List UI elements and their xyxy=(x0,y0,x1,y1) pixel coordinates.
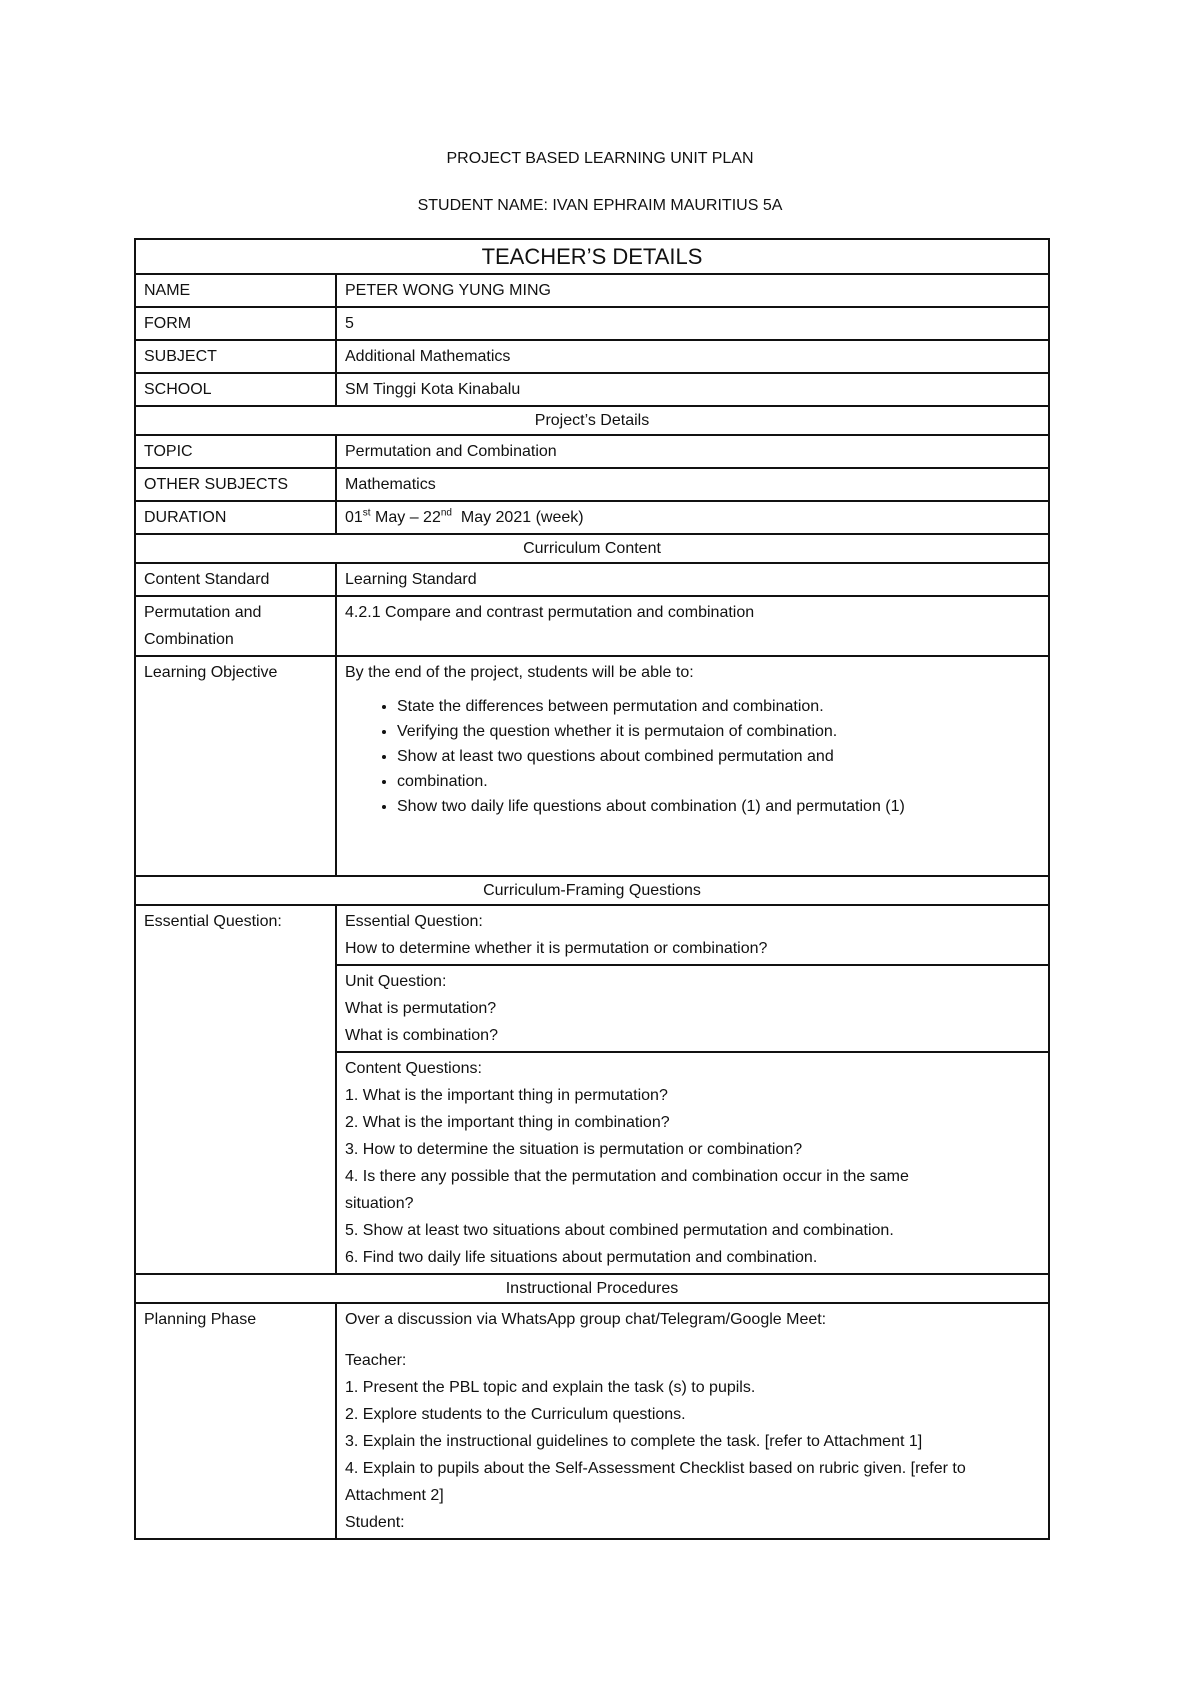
duration-part: May 2021 (week) xyxy=(451,509,584,526)
table-row xyxy=(135,656,1049,876)
essential-question xyxy=(336,905,1049,965)
duration-part: 01 xyxy=(345,509,363,526)
row-label: DURATION xyxy=(135,501,336,534)
table-row xyxy=(135,274,1049,307)
step-item: 3. Explain the instructional guidelines to complete the task. [refer to Attachment 1] xyxy=(345,1433,923,1450)
row-label: FORM xyxy=(135,307,336,340)
learning-objective-label: Learning Objective xyxy=(135,656,336,876)
project-details-heading: Project’s Details xyxy=(135,406,1049,435)
table-row xyxy=(135,373,1049,406)
row-label: OTHER SUBJECTS xyxy=(135,468,336,501)
table-row xyxy=(135,1303,1049,1539)
table-row xyxy=(135,596,1049,656)
unit-plan-table xyxy=(134,238,1050,1540)
row-label: NAME xyxy=(135,274,336,307)
eq-text: How to determine whether it is permutation or combination? xyxy=(345,940,768,957)
cq-item: 1. What is the important thing in permutation? xyxy=(345,1087,668,1104)
table-row xyxy=(135,435,1049,468)
duration-part: May – 22 xyxy=(370,509,441,526)
student-heading: Student: xyxy=(345,1514,405,1531)
cq-item: 5. Show at least two situations about combined permutation and combination. xyxy=(345,1222,894,1239)
planning-phase-label: Planning Phase xyxy=(135,1303,336,1539)
planning-intro: Over a discussion via WhatsApp group chat/Telegram/Google Meet: xyxy=(345,1311,827,1328)
row-value: Mathematics xyxy=(336,468,1049,501)
learning-standard: 4.2.1 Compare and contrast permutation and combination xyxy=(336,596,1049,656)
objective-item: • Show two daily life questions about combination (1) and permutation (1) xyxy=(397,794,1040,819)
row-value: PETER WONG YUNG MING xyxy=(336,274,1049,307)
table-row xyxy=(135,501,1049,534)
content-standard-header: Content Standard xyxy=(135,563,336,596)
framing-questions-heading: Curriculum-Framing Questions xyxy=(135,876,1049,905)
objective-list xyxy=(345,694,1040,819)
table-row xyxy=(135,340,1049,373)
step-item: 1. Present the PBL topic and explain the task (s) to pupils. xyxy=(345,1379,756,1396)
curriculum-content-heading: Curriculum Content xyxy=(135,534,1049,563)
objective-intro: By the end of the project, students will be able to: xyxy=(345,664,694,681)
row-label: TOPIC xyxy=(135,435,336,468)
unit-question xyxy=(336,965,1049,1052)
document-title: PROJECT BASED LEARNING UNIT PLAN xyxy=(446,150,754,167)
row-value: 5 xyxy=(336,307,1049,340)
table-row xyxy=(135,905,1049,965)
teacher-details-heading: TEACHER’S DETAILS xyxy=(135,239,1049,274)
row-value: SM Tinggi Kota Kinabalu xyxy=(336,373,1049,406)
step-item: 4. Explain to pupils about the Self-Assessment Checklist based on rubric given. [refer to Attachment 2] xyxy=(345,1460,966,1504)
uq-text: What is permutation? xyxy=(345,1000,497,1017)
objective-item: • Show at least two questions about combined permutation and xyxy=(397,744,1040,769)
duration-suffix: nd xyxy=(440,507,452,519)
row-label: SUBJECT xyxy=(135,340,336,373)
duration-value xyxy=(336,501,1049,534)
row-value: Additional Mathematics xyxy=(336,340,1049,373)
student-name: STUDENT NAME: IVAN EPHRAIM MAURITIUS 5A xyxy=(417,197,783,214)
objective-item: • Verifying the question whether it is permutaion of combination. xyxy=(397,719,1040,744)
table-row xyxy=(135,563,1049,596)
cq-item: 4. Is there any possible that the permutation and combination occur in the same situation? xyxy=(345,1168,909,1212)
cq-title: Content Questions: xyxy=(345,1060,482,1077)
objective-item: • combination. xyxy=(397,769,1040,794)
row-label: SCHOOL xyxy=(135,373,336,406)
content-standard: Permutation and Combination xyxy=(135,596,336,656)
learning-standard-header: Learning Standard xyxy=(336,563,1049,596)
eq-title: Essential Question: xyxy=(345,913,483,930)
table-row xyxy=(135,307,1049,340)
content-questions xyxy=(336,1052,1049,1274)
cq-item: 2. What is the important thing in combination? xyxy=(345,1114,670,1131)
procedures-heading: Instructional Procedures xyxy=(135,1274,1049,1303)
row-value: Permutation and Combination xyxy=(336,435,1049,468)
essential-question-label: Essential Question: xyxy=(135,905,336,1274)
objective-item: • State the differences between permutation and combination. xyxy=(397,694,1040,719)
learning-objective xyxy=(336,656,1049,876)
cq-item: 3. How to determine the situation is permutation or combination? xyxy=(345,1141,803,1158)
step-item: 2. Explore students to the Curriculum questions. xyxy=(345,1406,686,1423)
planning-phase xyxy=(336,1303,1049,1539)
duration-suffix: st xyxy=(362,507,371,519)
cq-item: 6. Find two daily life situations about permutation and combination. xyxy=(345,1249,818,1266)
table-row xyxy=(135,468,1049,501)
teacher-heading: Teacher: xyxy=(345,1352,407,1369)
uq-text: What is combination? xyxy=(345,1027,498,1044)
uq-title: Unit Question: xyxy=(345,973,447,990)
